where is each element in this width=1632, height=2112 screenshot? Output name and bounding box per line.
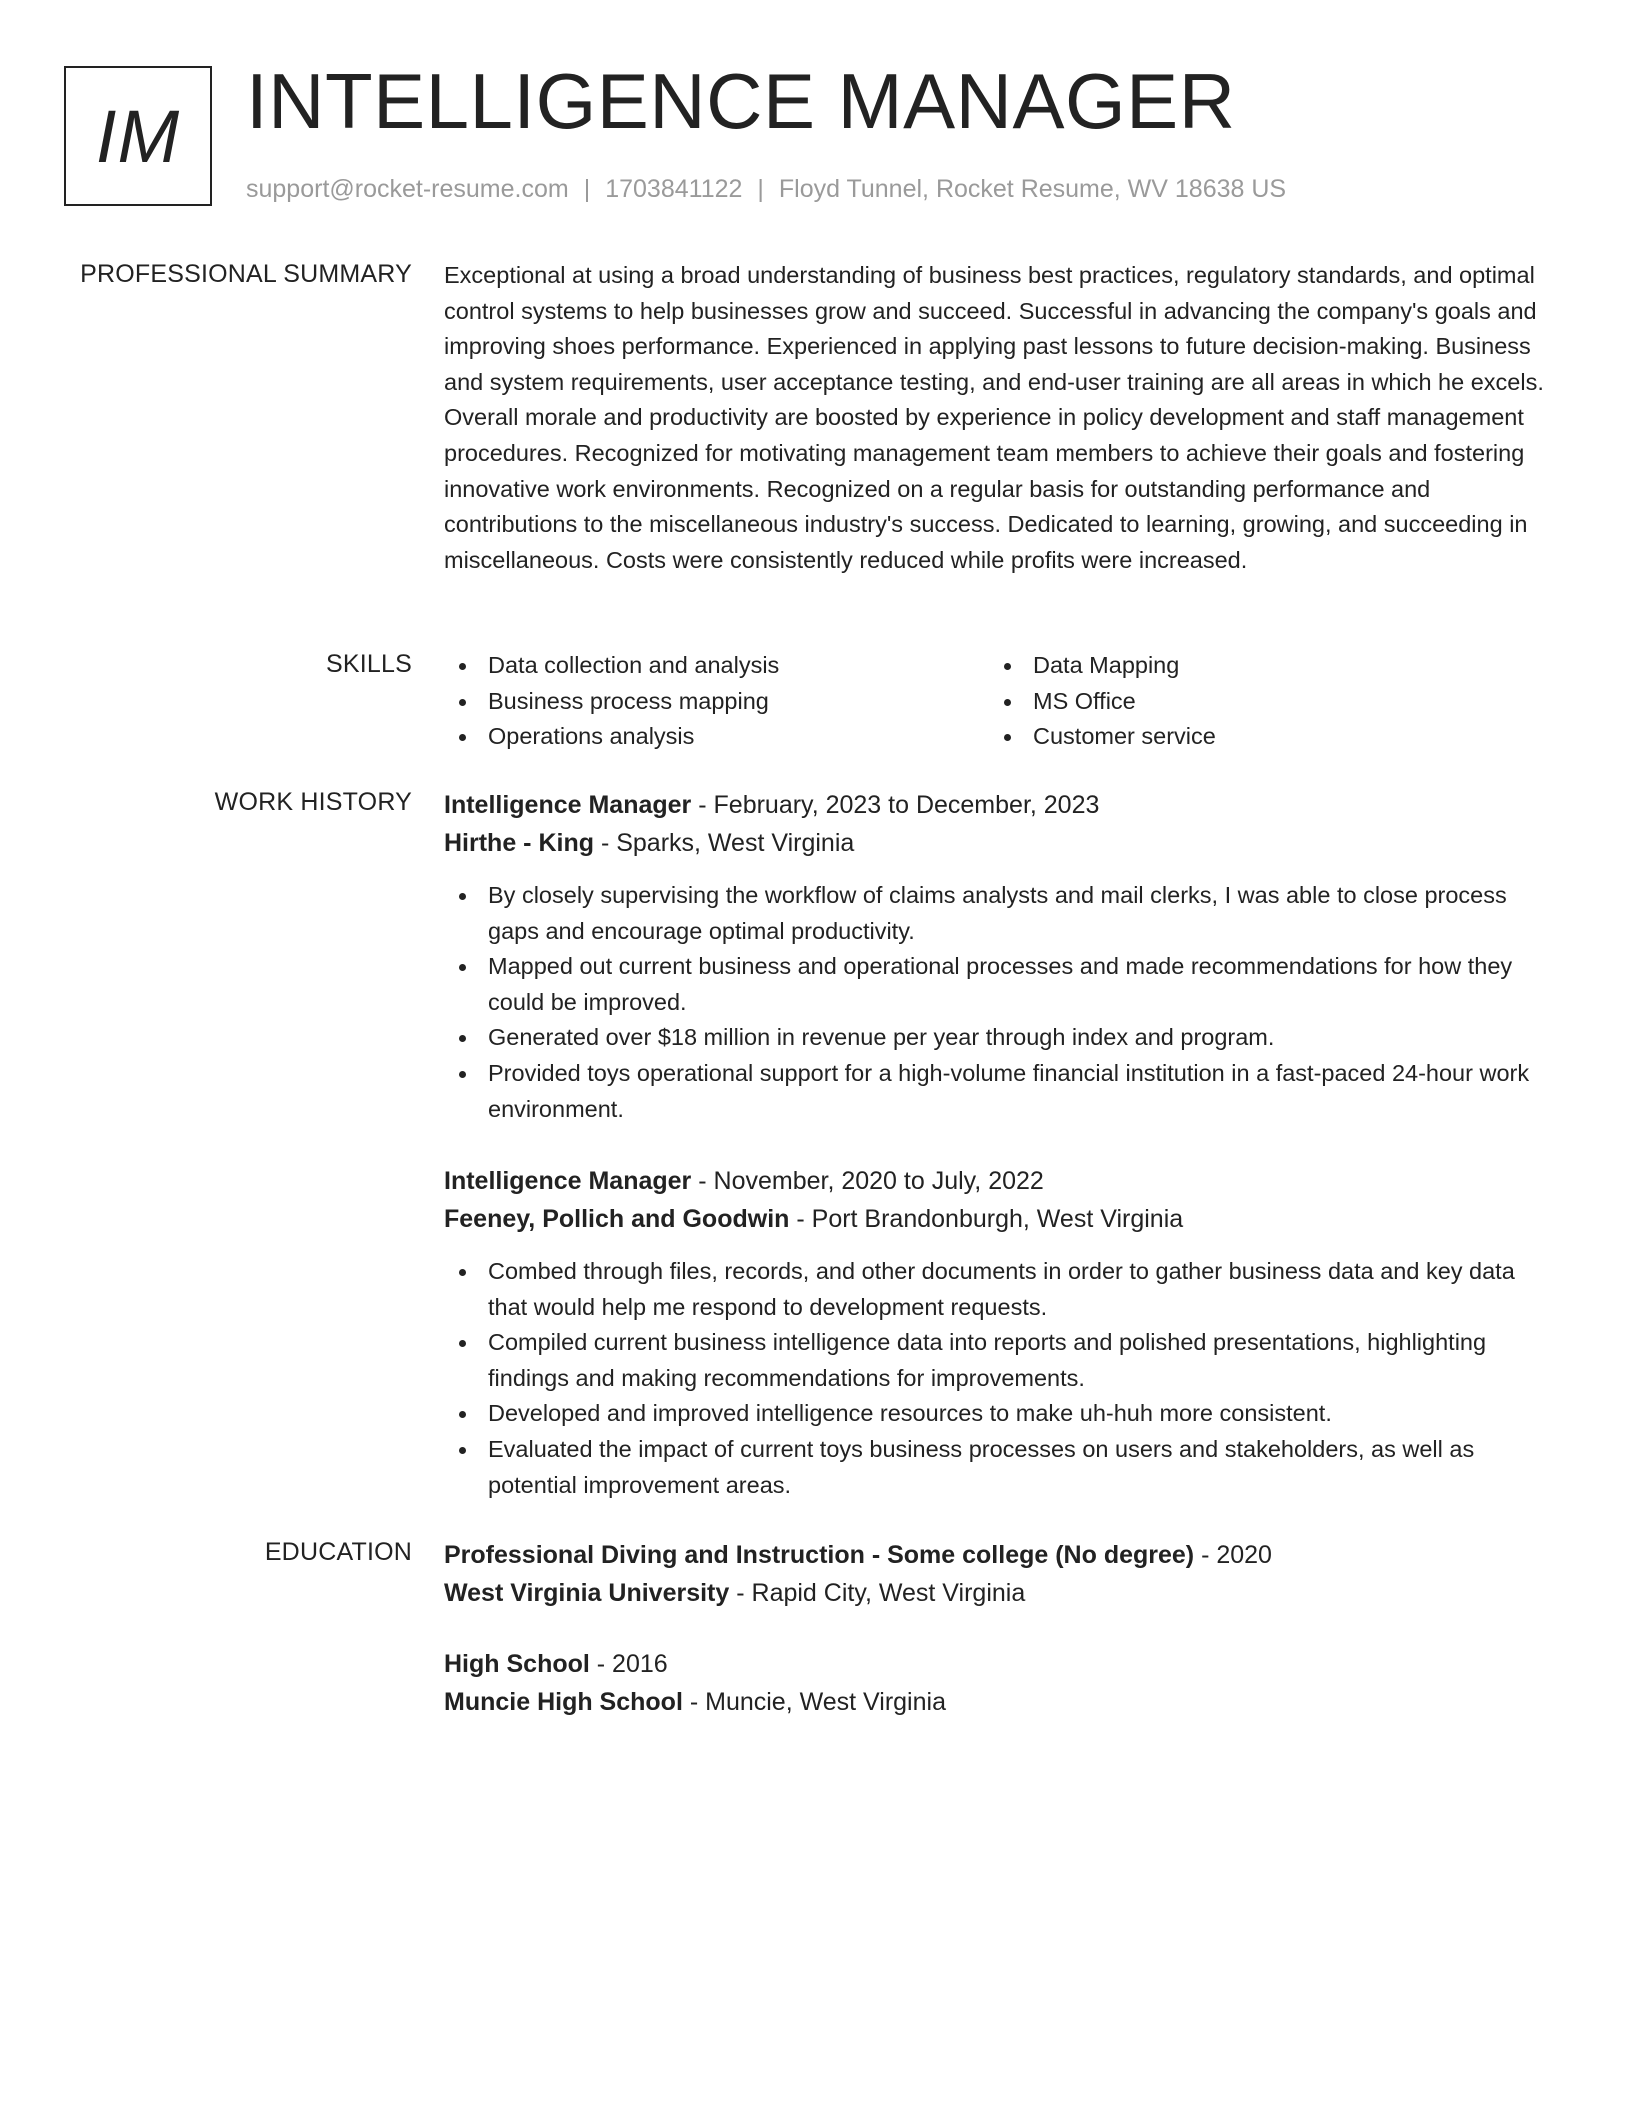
job-title: Intelligence Manager bbox=[444, 791, 692, 819]
job-company: Hirthe - King bbox=[444, 829, 594, 857]
education-school-line bbox=[444, 1574, 1554, 1612]
education-heading: EDUCATION bbox=[264, 1538, 412, 1566]
job-dates: - November, 2020 to July, 2022 bbox=[691, 1167, 1044, 1195]
skill-item: Data collection and analysis bbox=[444, 648, 779, 684]
job-dates: - February, 2023 to December, 2023 bbox=[691, 791, 1100, 819]
education-school: West Virginia University bbox=[444, 1579, 730, 1607]
work-history-heading: WORK HISTORY bbox=[214, 788, 412, 816]
job-bullet: Mapped out current business and operational processes and made recommendations for how they could be improved. bbox=[444, 949, 1554, 1020]
summary-text: Exceptional at using a broad understanding of business best practices, regulatory standards, and optimal control systems to help businesses grow and succeed. Successful in advancing the company's goals and improving shoes performance. Experienced in applying past lessons to future decision-making. Business and system requirements, user acceptance testing, and end-user training are all areas in which he excels. Overall morale and productivity are boosted by experience in policy development and staff management procedures. Recognized for motivating management team members to achieve their goals and fostering innovative work environments. Recognized on a regular basis for outstanding performance and contributions to the miscellaneous industry's success. Dedicated to learning, growing, and succeeding in miscellaneous. Costs were consistently reduced while profits were increased. bbox=[444, 262, 1544, 573]
job-bullet: Evaluated the impact of current toys business processes on users and stakeholders, as well as potential improvement areas. bbox=[444, 1432, 1554, 1503]
job-location: - Port Brandonburgh, West Virginia bbox=[789, 1205, 1184, 1233]
skills-heading: SKILLS bbox=[326, 650, 412, 678]
job-location: - Sparks, West Virginia bbox=[594, 829, 855, 857]
skill-item: Business process mapping bbox=[444, 684, 779, 720]
job-bullet: By closely supervising the workflow of claims analysts and mail clerks, I was able to close process gaps and encourage optimal productivity. bbox=[444, 878, 1554, 949]
education-degree-line bbox=[444, 1645, 1554, 1683]
job-bullet: Compiled current business intelligence data into reports and polished presentations, highlighting findings and making recommendations for improvements. bbox=[444, 1325, 1554, 1396]
job-bullets bbox=[444, 1254, 1554, 1503]
skills-body bbox=[444, 648, 1554, 758]
monogram-text: IM bbox=[95, 94, 181, 178]
education-degree: Professional Diving and Instruction - Some college (No degree) bbox=[444, 1541, 1195, 1569]
job-title: Intelligence Manager bbox=[444, 1167, 692, 1195]
job-entry bbox=[444, 1162, 1554, 1503]
job-title-line bbox=[444, 1162, 1554, 1200]
contact-separator: | bbox=[583, 175, 591, 203]
skill-item: Data Mapping bbox=[989, 648, 1216, 684]
contact-address: Floyd Tunnel, Rocket Resume, WV 18638 US bbox=[778, 175, 1287, 203]
education-degree-line bbox=[444, 1536, 1554, 1574]
skill-item: Customer service bbox=[989, 719, 1216, 755]
job-title-line bbox=[444, 786, 1554, 824]
education-school-line bbox=[444, 1683, 1554, 1721]
education-year: - 2020 bbox=[1194, 1541, 1272, 1569]
education-school: Muncie High School bbox=[444, 1688, 683, 1716]
contact-phone: 1703841122 bbox=[605, 175, 743, 203]
skills-list-left bbox=[444, 648, 779, 755]
skill-item: MS Office bbox=[989, 684, 1216, 720]
monogram-logo bbox=[64, 66, 212, 206]
job-bullets bbox=[444, 878, 1554, 1127]
education-location: - Muncie, West Virginia bbox=[682, 1688, 946, 1716]
job-entry bbox=[444, 786, 1554, 1127]
candidate-name: INTELLIGENCE MANAGER bbox=[246, 57, 1236, 145]
job-bullet: Developed and improved intelligence resources to make uh-huh more consistent. bbox=[444, 1396, 1554, 1432]
job-bullet: Generated over $18 million in revenue per year through index and program. bbox=[444, 1020, 1554, 1056]
job-company-line bbox=[444, 1200, 1554, 1238]
education-location: - Rapid City, West Virginia bbox=[729, 1579, 1026, 1607]
skills-list-right bbox=[989, 648, 1216, 755]
job-company: Feeney, Pollich and Goodwin bbox=[444, 1205, 790, 1233]
education-year: - 2016 bbox=[589, 1650, 668, 1678]
contact-line bbox=[246, 174, 1286, 204]
summary-heading: PROFESSIONAL SUMMARY bbox=[80, 260, 412, 288]
education-entry bbox=[444, 1645, 1554, 1721]
job-bullet: Provided toys operational support for a high-volume financial institution in a fast-paced 24-hour work environment. bbox=[444, 1056, 1554, 1127]
summary-body bbox=[444, 258, 1554, 578]
skill-item: Operations analysis bbox=[444, 719, 779, 755]
job-company-line bbox=[444, 824, 1554, 862]
education-entry bbox=[444, 1536, 1554, 1612]
job-bullet: Combed through files, records, and other documents in order to gather business data and key data that would help me respond to development requests. bbox=[444, 1254, 1554, 1325]
contact-separator: | bbox=[757, 175, 764, 203]
contact-email: support@rocket-resume.com bbox=[246, 175, 569, 203]
education-degree: High School bbox=[444, 1650, 590, 1678]
